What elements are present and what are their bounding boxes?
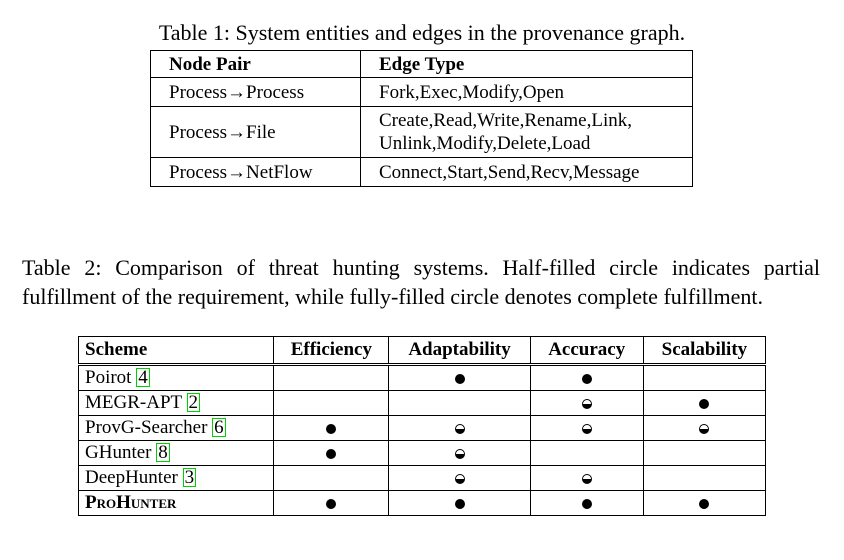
requirement-cell [274,466,389,491]
citation-link[interactable]: 6 [214,417,224,438]
requirement-cell [643,441,765,466]
half-filled-circle-icon [582,474,592,484]
filled-circle-icon [455,499,465,509]
requirement-cell [274,491,389,516]
table1-caption: Table 1: System entities and edges in the provenance graph. [158,20,686,45]
requirement-cell [274,441,389,466]
filled-circle-icon [455,374,465,384]
edge-type-cell: Connect,Start,Send,Recv,Message [361,158,693,187]
scheme-name: MEGR-APT [85,392,182,413]
half-filled-circle-icon [582,399,592,409]
scheme-cell [79,365,274,391]
scheme-cell [79,441,274,466]
citation-link[interactable]: 8 [158,442,168,463]
citation-link[interactable]: 4 [138,367,148,388]
requirement-cell [274,416,389,441]
requirement-cell [274,365,389,391]
filled-circle-icon [699,499,709,509]
table1-header-node-pair: Node Pair [151,51,361,78]
filled-circle-icon [699,399,709,409]
requirement-cell [274,391,389,416]
requirement-cell [389,441,530,466]
table2-header-accuracy: Accuracy [530,337,643,365]
requirement-cell [530,491,643,516]
table1-header-edge-type: Edge Type [361,51,693,78]
node-pair-cell: Process→File [151,107,361,158]
table1 [150,50,693,187]
half-filled-circle-icon [455,424,465,434]
table2-caption: Table 2: Comparison of threat hunting systems. Half-filled circle indicates partial fulfillment of the requirement, while fully-filled circle denotes complete fulfillment. [22,255,820,309]
citation-link[interactable]: 2 [188,392,199,413]
half-filled-circle-icon [455,449,465,459]
scheme-name: Poirot [85,367,132,388]
half-filled-circle-icon [455,474,465,484]
requirement-cell [530,416,643,441]
table-row [79,466,766,491]
node-pair-cell: Process→Process [151,78,361,107]
table2-header-efficiency: Efficiency [274,337,389,365]
scheme-cell [79,391,274,416]
requirement-cell [643,466,765,491]
requirement-cell [389,416,530,441]
node-pair-cell: Process→NetFlow [151,158,361,187]
requirement-cell [643,416,765,441]
filled-circle-icon [582,374,592,384]
requirement-cell [389,391,530,416]
requirement-cell [530,365,643,391]
table2-header-adaptability: Adaptability [389,337,530,365]
table2-header-scheme: Scheme [79,337,274,365]
half-filled-circle-icon [582,424,592,434]
table-row [79,491,766,516]
half-filled-circle-icon [699,424,709,434]
filled-circle-icon [326,499,336,509]
scheme-name: GHunter [85,442,152,463]
scheme-cell [79,466,274,491]
scheme-cell [79,491,274,516]
edge-type-line: Create,Read,Write,Rename,Link, [379,110,632,131]
table-row [79,416,766,441]
requirement-cell [643,391,765,416]
table2-header-scalability: Scalability [643,337,765,365]
requirement-cell [530,466,643,491]
filled-circle-icon [326,449,336,459]
scheme-name: ProHunter [85,492,177,513]
edge-type-cell: Fork,Exec,Modify,Open [361,78,693,107]
table-row [151,78,693,107]
requirement-cell [389,365,530,391]
scheme-cell [79,416,274,441]
table-row [79,365,766,391]
requirement-cell [389,466,530,491]
table-row [151,158,693,187]
table-row [79,441,766,466]
filled-circle-icon [582,499,592,509]
requirement-cell [643,365,765,391]
scheme-name: ProvG-Searcher [85,417,208,438]
table2 [78,336,766,516]
requirement-cell [530,441,643,466]
requirement-cell [530,391,643,416]
requirement-cell [389,491,530,516]
table-row [151,107,693,158]
citation-link[interactable]: 3 [184,467,195,488]
requirement-cell [643,491,765,516]
scheme-name: DeepHunter [85,467,178,488]
edge-type-line: Unlink,Modify,Delete,Load [379,133,591,154]
table-row [79,391,766,416]
filled-circle-icon [326,424,336,434]
edge-type-cell [361,107,693,158]
